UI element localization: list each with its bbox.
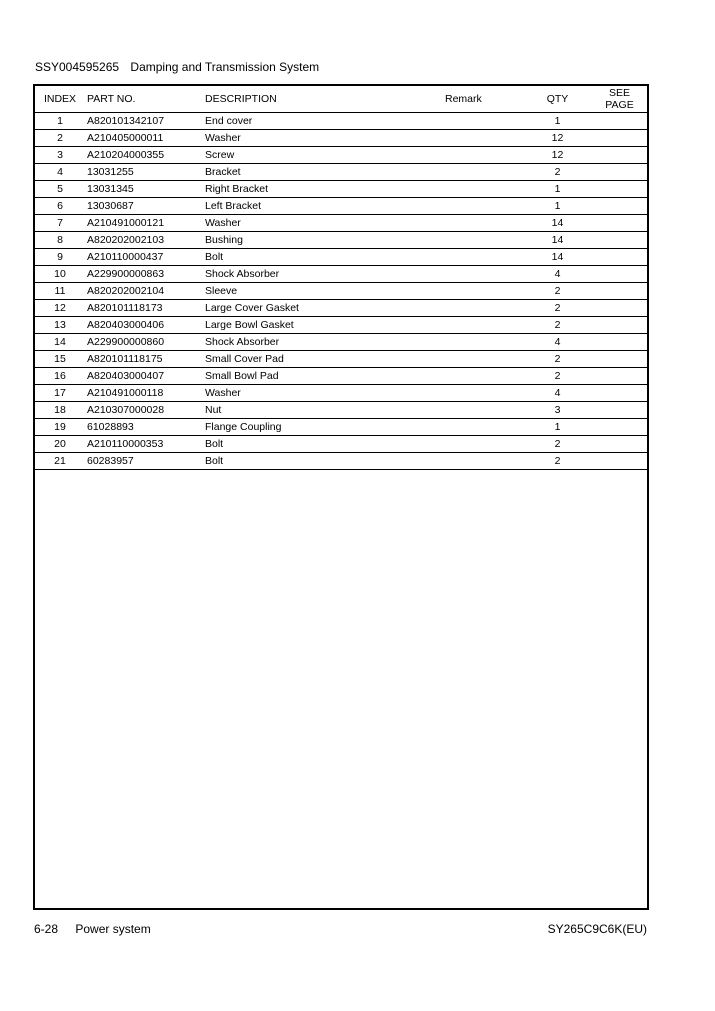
table-row: [35, 334, 649, 351]
cell-qty: 12: [525, 130, 590, 147]
table-row: [35, 130, 649, 147]
cell-remark: [445, 351, 525, 368]
cell-remark: [445, 181, 525, 198]
cell-see: [590, 385, 649, 402]
cell-remark: [445, 266, 525, 283]
cell-part-no: A210405000011: [85, 130, 205, 147]
cell-index: 17: [35, 385, 85, 402]
cell-description: Screw: [205, 147, 445, 164]
cell-index: 13: [35, 317, 85, 334]
cell-index: 14: [35, 334, 85, 351]
cell-part-no: A229900000863: [85, 266, 205, 283]
cell-remark: [445, 402, 525, 419]
cell-part-no: 61028893: [85, 419, 205, 436]
cell-qty: 2: [525, 164, 590, 181]
col-header-see-page: [590, 86, 649, 113]
cell-qty: 1: [525, 198, 590, 215]
cell-see: [590, 164, 649, 181]
table-row: [35, 300, 649, 317]
col-header-part-no: PART NO.: [85, 86, 205, 113]
table-row: [35, 402, 649, 419]
table-row: [35, 215, 649, 232]
cell-qty: 4: [525, 385, 590, 402]
cell-see: [590, 283, 649, 300]
cell-qty: 1: [525, 181, 590, 198]
page-label: PAGE: [605, 99, 634, 111]
cell-remark: [445, 317, 525, 334]
table-row: [35, 249, 649, 266]
cell-see: [590, 113, 649, 130]
cell-part-no: A210110000353: [85, 436, 205, 453]
cell-see: [590, 130, 649, 147]
cell-index: 10: [35, 266, 85, 283]
cell-see: [590, 198, 649, 215]
cell-description: Bracket: [205, 164, 445, 181]
cell-qty: 2: [525, 317, 590, 334]
cell-see: [590, 402, 649, 419]
cell-part-no: A210307000028: [85, 402, 205, 419]
cell-qty: 2: [525, 368, 590, 385]
cell-description: Washer: [205, 130, 445, 147]
table-row: [35, 147, 649, 164]
cell-remark: [445, 368, 525, 385]
cell-see: [590, 453, 649, 470]
cell-index: 11: [35, 283, 85, 300]
cell-part-no: A820101118175: [85, 351, 205, 368]
cell-part-no: A210204000355: [85, 147, 205, 164]
cell-remark: [445, 232, 525, 249]
cell-remark: [445, 147, 525, 164]
cell-index: 6: [35, 198, 85, 215]
cell-see: [590, 215, 649, 232]
cell-description: Bushing: [205, 232, 445, 249]
cell-remark: [445, 385, 525, 402]
cell-part-no: A820101118173: [85, 300, 205, 317]
table-row: [35, 419, 649, 436]
model-code: SY265C9C6K(EU): [547, 922, 647, 936]
cell-description: Bolt: [205, 436, 445, 453]
cell-description: Shock Absorber: [205, 334, 445, 351]
cell-part-no: A820202002104: [85, 283, 205, 300]
cell-see: [590, 232, 649, 249]
cell-description: Sleeve: [205, 283, 445, 300]
cell-index: 2: [35, 130, 85, 147]
cell-index: 18: [35, 402, 85, 419]
cell-part-no: A820101342107: [85, 113, 205, 130]
cell-index: 4: [35, 164, 85, 181]
document-title: Damping and Transmission System: [130, 60, 320, 74]
cell-qty: 2: [525, 351, 590, 368]
table-row: [35, 368, 649, 385]
cell-part-no: 13031345: [85, 181, 205, 198]
cell-description: Bolt: [205, 249, 445, 266]
cell-description: Large Cover Gasket: [205, 300, 445, 317]
page-number: 6-28: [34, 922, 59, 936]
page-footer-left: [34, 922, 151, 936]
cell-remark: [445, 249, 525, 266]
cell-qty: 2: [525, 436, 590, 453]
table-header-row: [35, 86, 649, 113]
cell-part-no: A210110000437: [85, 249, 205, 266]
cell-index: 3: [35, 147, 85, 164]
cell-see: [590, 419, 649, 436]
cell-remark: [445, 130, 525, 147]
cell-part-no: A210491000118: [85, 385, 205, 402]
cell-index: 1: [35, 113, 85, 130]
table-row: [35, 283, 649, 300]
cell-qty: 14: [525, 215, 590, 232]
table-row: [35, 385, 649, 402]
cell-see: [590, 300, 649, 317]
section-name: Power system: [75, 922, 151, 936]
cell-qty: 14: [525, 232, 590, 249]
col-header-index: INDEX: [35, 86, 85, 113]
cell-qty: 1: [525, 113, 590, 130]
cell-remark: [445, 113, 525, 130]
cell-index: 16: [35, 368, 85, 385]
cell-see: [590, 181, 649, 198]
cell-index: 15: [35, 351, 85, 368]
cell-description: Bolt: [205, 453, 445, 470]
cell-remark: [445, 215, 525, 232]
cell-description: Left Bracket: [205, 198, 445, 215]
cell-part-no: 13030687: [85, 198, 205, 215]
col-header-remark: Remark: [445, 86, 525, 113]
cell-description: End cover: [205, 113, 445, 130]
cell-see: [590, 249, 649, 266]
cell-description: Small Cover Pad: [205, 351, 445, 368]
document-code: SSY004595265: [35, 60, 120, 74]
cell-index: 8: [35, 232, 85, 249]
cell-see: [590, 334, 649, 351]
cell-description: Flange Coupling: [205, 419, 445, 436]
cell-part-no: A229900000860: [85, 334, 205, 351]
table-row: [35, 164, 649, 181]
cell-qty: 4: [525, 266, 590, 283]
cell-see: [590, 436, 649, 453]
cell-index: 9: [35, 249, 85, 266]
cell-description: Washer: [205, 385, 445, 402]
table-row: [35, 232, 649, 249]
cell-description: Washer: [205, 215, 445, 232]
cell-remark: [445, 198, 525, 215]
cell-remark: [445, 436, 525, 453]
cell-description: Shock Absorber: [205, 266, 445, 283]
cell-part-no: A820403000407: [85, 368, 205, 385]
cell-part-no: A210491000121: [85, 215, 205, 232]
table-row: [35, 266, 649, 283]
cell-qty: 12: [525, 147, 590, 164]
page-header: [35, 60, 319, 74]
cell-see: [590, 368, 649, 385]
cell-index: 7: [35, 215, 85, 232]
cell-qty: 2: [525, 283, 590, 300]
cell-see: [590, 317, 649, 334]
table-row: [35, 181, 649, 198]
cell-index: 5: [35, 181, 85, 198]
cell-part-no: 60283957: [85, 453, 205, 470]
cell-part-no: A820202002103: [85, 232, 205, 249]
cell-see: [590, 266, 649, 283]
cell-remark: [445, 283, 525, 300]
parts-table: [35, 86, 649, 470]
table-body: [35, 113, 649, 470]
cell-see: [590, 351, 649, 368]
cell-description: Nut: [205, 402, 445, 419]
cell-qty: 2: [525, 300, 590, 317]
cell-see: [590, 147, 649, 164]
col-header-qty: QTY: [525, 86, 590, 113]
cell-remark: [445, 334, 525, 351]
cell-index: 20: [35, 436, 85, 453]
cell-remark: [445, 453, 525, 470]
cell-remark: [445, 164, 525, 181]
cell-remark: [445, 419, 525, 436]
table-row: [35, 351, 649, 368]
cell-part-no: A820403000406: [85, 317, 205, 334]
cell-remark: [445, 300, 525, 317]
cell-index: 21: [35, 453, 85, 470]
table-row: [35, 317, 649, 334]
cell-index: 19: [35, 419, 85, 436]
parts-list-frame: [33, 84, 649, 910]
col-header-description: DESCRIPTION: [205, 86, 445, 113]
cell-part-no: 13031255: [85, 164, 205, 181]
cell-qty: 1: [525, 419, 590, 436]
cell-qty: 14: [525, 249, 590, 266]
table-row: [35, 113, 649, 130]
cell-description: Large Bowl Gasket: [205, 317, 445, 334]
table-row: [35, 436, 649, 453]
cell-qty: 2: [525, 453, 590, 470]
cell-qty: 4: [525, 334, 590, 351]
cell-qty: 3: [525, 402, 590, 419]
table-row: [35, 453, 649, 470]
see-label: SEE: [608, 87, 630, 99]
table-row: [35, 198, 649, 215]
cell-description: Right Bracket: [205, 181, 445, 198]
cell-description: Small Bowl Pad: [205, 368, 445, 385]
cell-index: 12: [35, 300, 85, 317]
